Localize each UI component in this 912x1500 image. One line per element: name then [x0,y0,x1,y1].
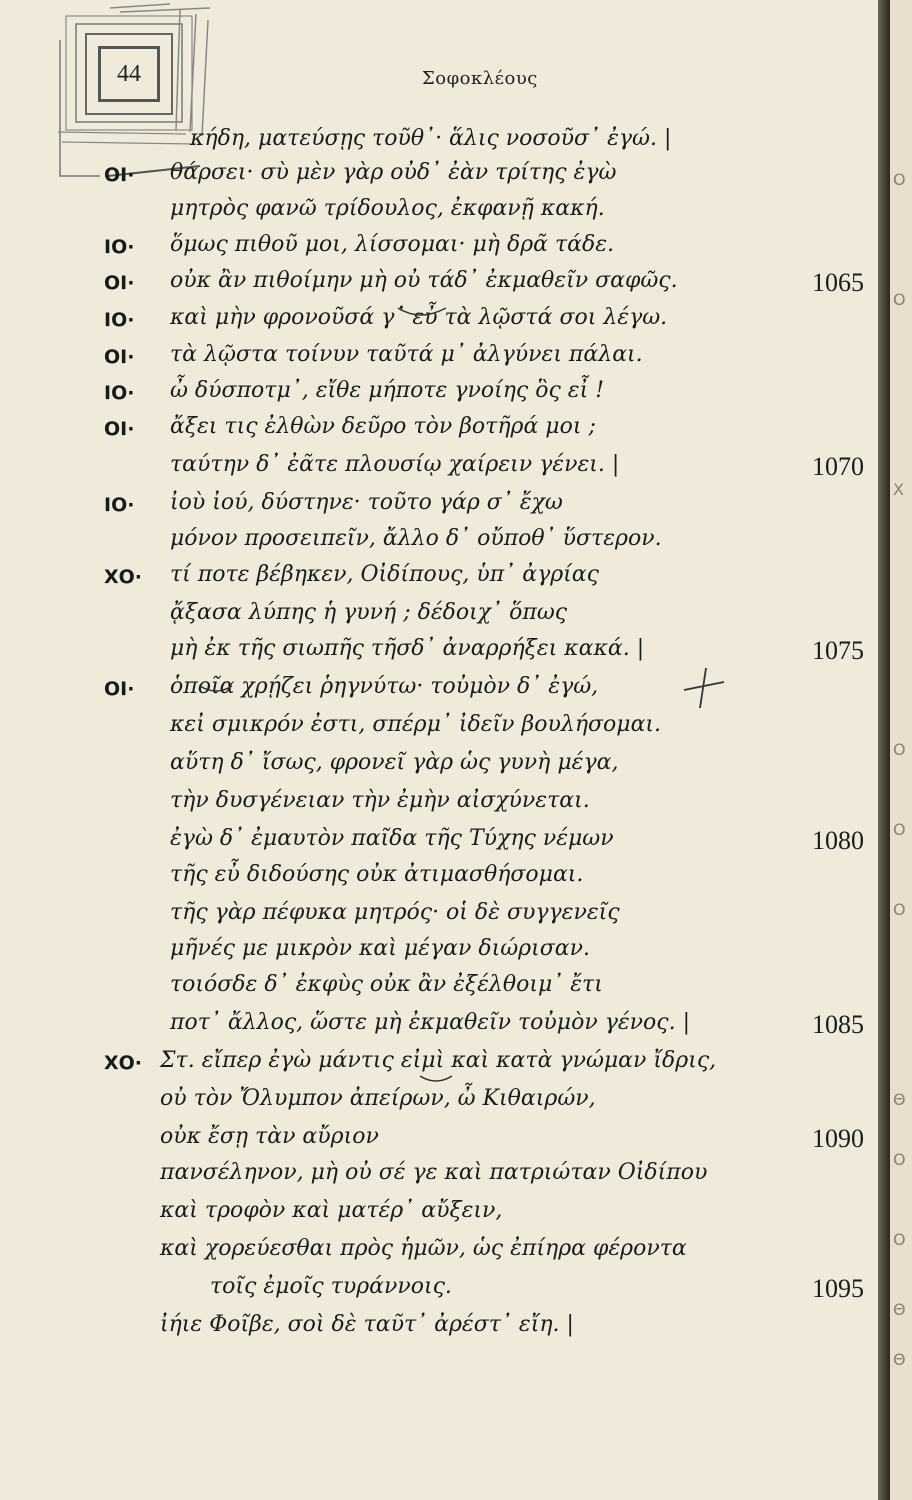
verse-text-line: οὐκ ἂν πιθοίμην μὴ οὐ τάδ᾽ ἐκμαθεῖν σαφῶς. [170,268,678,293]
line-number: 1090 [812,1124,864,1153]
speaker-label: ΙΟ· [104,236,135,258]
verse-text-line: ἄξει τις ἐλθὼν δεῦρο τὸν βοτῆρά μοι ; [170,414,596,439]
verse-line [0,414,884,454]
verse-line [0,268,884,308]
speaker-label: ΧΟ· [104,1052,143,1074]
verse-text-line: οὐκ ἔσῃ τὰν αὔριον [160,1124,379,1149]
verse-line [0,305,884,345]
verse-line [0,342,884,382]
speaker-label: ΙΟ· [104,309,135,331]
verse-text-line: ὁποῖα χρῄζει ῥηγνύτω· τοὐμὸν δ᾽ ἐγώ, [170,674,599,699]
verse-line [0,972,884,1012]
verse-text-line: κήδη, ματεύσῃς τοῦθ᾽· ἅλις νοσοῦσ᾽ ἐγώ. | [190,126,672,151]
verse-line [0,1236,884,1276]
speaker-label: ΟΙ· [104,678,135,700]
verse-line [0,600,884,640]
speaker-label: ΧΟ· [104,566,143,588]
verse-line [0,1274,884,1314]
edge-mark: Ο [893,170,906,189]
verse-text-line: μόνον προσειπεῖν, ἄλλο δ᾽ οὔποθ᾽ ὕστερον. [170,526,662,551]
verse-line [0,1198,884,1238]
verse-line [0,674,884,714]
line-number: 1085 [812,1010,864,1039]
line-number: 1075 [812,636,864,665]
verse-text-line: καὶ τροφὸν καὶ ματέρ᾽ αὔξειν, [160,1198,503,1223]
verse-line [0,1086,884,1126]
verse-line [0,750,884,790]
edge-mark: Ο [893,900,906,919]
verse-text-line: μητρὸς φανῶ τρίδουλος, ἐκφανῇ κακή. [170,196,605,221]
edge-mark: Ο [893,1230,906,1249]
line-number: 1070 [812,452,864,481]
edge-mark: Θ [893,1350,906,1369]
verse-text-line: ᾄξασα λύπης ἡ γυνή ; δέδοιχ᾽ ὅπως [170,600,568,625]
verse-line [0,1048,884,1088]
verse-text-line: ἐγὼ δ᾽ ἐμαυτὸν παῖδα τῆς Τύχης νέμων [170,826,614,851]
edge-mark: Ο [893,820,906,839]
verse-text-line: πανσέληνον, μὴ οὐ σέ γε καὶ πατριώταν Οἰδίπου [160,1160,708,1185]
edge-mark: Θ [893,1090,906,1109]
verse-text-line: ἰοὺ ἰού, δύστηνε· τοῦτο γάρ σ᾽ ἔχω [170,490,563,515]
verse-line [0,526,884,566]
speaker-label: ΟΙ· [104,346,135,368]
edge-mark: Ο [893,1150,906,1169]
verse-line [0,452,884,492]
speaker-label: ΙΟ· [104,382,135,404]
verse-text-line: Στ. εἴπερ ἐγὼ μάντις εἰμὶ καὶ κατὰ γνώμαν ἴδρις, [160,1048,717,1073]
verse-line [0,232,884,272]
verse-line [0,1160,884,1200]
verse-line [0,826,884,866]
verse-line [0,788,884,828]
verse-text-line: τὴν δυσγένειαν τὴν ἐμὴν αἰσχύνεται. [170,788,590,813]
verse-text-line: καὶ μὴν φρονοῦσά γ᾽ εὖ τὰ λῷστά σοι λέγω. [170,305,668,330]
edge-mark: Ο [893,290,906,309]
line-number: 1065 [812,268,864,297]
verse-line [0,378,884,418]
verse-line [0,862,884,902]
verse-line [0,936,884,976]
verse-line [0,562,884,602]
verse-text-line: οὐ τὸν Ὄλυμπον ἀπείρων, ὦ Κιθαιρών, [160,1086,596,1111]
speaker-label: ΟΙ· [104,418,135,440]
verse-text-line: μῆνές με μικρὸν καὶ μέγαν διώρισαν. [170,936,590,961]
edge-mark: Χ [893,480,904,499]
verse-line [0,1124,884,1164]
speaker-label: ΟΙ· [104,164,135,186]
verse-text-line: τοιόσδε δ᾽ ἐκφὺς οὐκ ἂν ἐξέλθοιμ᾽ ἔτι [170,972,603,997]
verse-text-line: ὅμως πιθοῦ μοι, λίσσομαι· μὴ δρᾶ τάδε. [170,232,615,257]
running-head: Σοφοκλέους [422,68,538,89]
verse-text-line: τῆς γὰρ πέφυκα μητρός· οἱ δὲ συγγενεῖς [170,900,620,925]
verse-line [0,160,884,200]
verse-text-line: θάρσει· σὺ μὲν γὰρ οὐδ᾽ ἐὰν τρίτης ἐγὼ [170,160,617,185]
binding-gutter [878,0,890,1500]
verse-text-line: μὴ ἐκ τῆς σιωπῆς τῆσδ᾽ ἀναρρήξει κακά. | [170,636,645,661]
speaker-label: ΟΙ· [104,272,135,294]
verse-line [0,490,884,530]
verse-text-line: τοῖς ἐμοῖς τυράννοις. [210,1274,452,1299]
verse-text-line: ταύτην δ᾽ ἐᾶτε πλουσίῳ χαίρειν γένει. | [170,452,620,477]
verse-text-line: αὕτη δ᾽ ἴσως, φρονεῖ γὰρ ὡς γυνὴ μέγα, [170,750,619,775]
line-number: 1080 [812,826,864,855]
verse-text-line: ἰήιε Φοῖβε, σοὶ δὲ ταῦτ᾽ ἀρέστ᾽ εἴη. | [160,1312,574,1337]
page-number: 44 [98,46,160,102]
verse-text-line: ποτ᾽ ἄλλος, ὥστε μὴ ἐκμαθεῖν τοὐμὸν γένος. | [170,1010,690,1035]
speaker-label: ΙΟ· [104,494,135,516]
verse-line [0,1010,884,1050]
edge-mark: Θ [893,1300,906,1319]
verse-text-line: τί ποτε βέβηκεν, Οἰδίπους, ὑπ᾽ ἀγρίας [170,562,599,587]
facing-page-edge [890,0,912,1500]
verse-text-line: τὰ λῷστα τοίνυν ταῦτά μ᾽ ἀλγύνει πάλαι. [170,342,643,367]
verse-line [0,196,884,236]
verse-text-line: ὦ δύσποτμ᾽, εἴθε μήποτε γνοίης ὃς εἶ ! [170,378,605,403]
edge-mark: Ο [893,740,906,759]
verse-line [0,712,884,752]
verse-text-line: τῆς εὖ διδούσης οὐκ ἀτιμασθήσομαι. [170,862,584,887]
verse-text-line: καὶ χορεύεσθαι πρὸς ἡμῶν, ὡς ἐπίηρα φέροντα [160,1236,687,1261]
verse-line [0,1312,884,1352]
line-number: 1095 [812,1274,864,1303]
verse-line [0,900,884,940]
verse-line [0,636,884,676]
verse-text-line: κεἰ σμικρόν ἐστι, σπέρμ᾽ ἰδεῖν βουλήσομαι. [170,712,662,737]
